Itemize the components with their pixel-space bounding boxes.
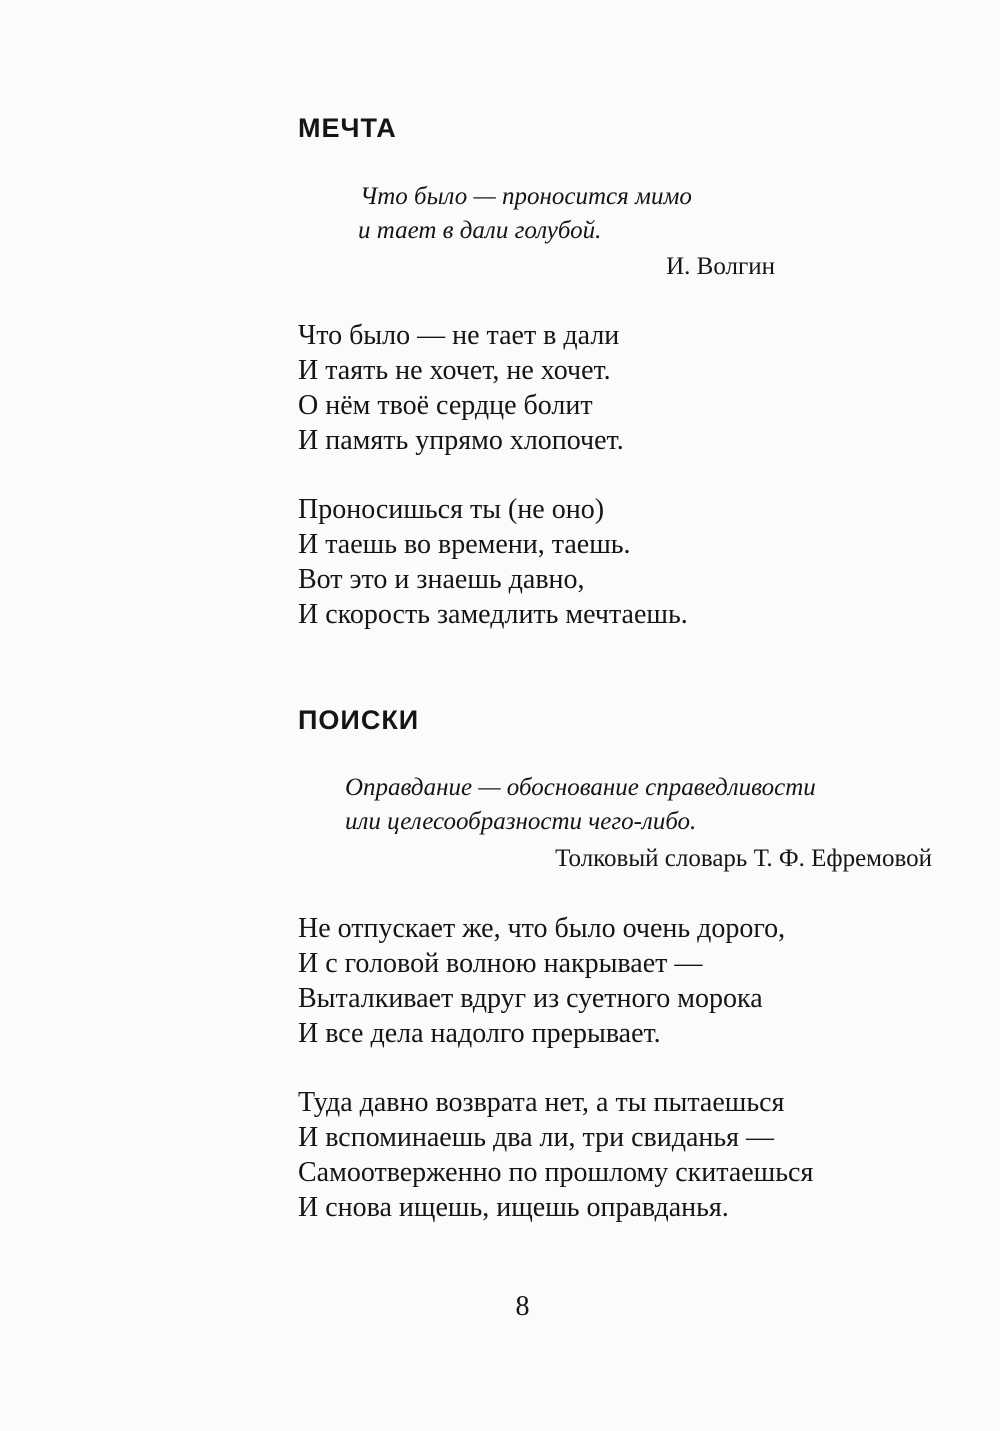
verse-line: Что было — не тает в дали — [298, 320, 620, 351]
verse-line: И все дела надолго прерывает. — [298, 1018, 661, 1049]
epigraph-line: Оправдание — обоснование справедливости — [345, 774, 816, 801]
poem-stanza — [298, 318, 624, 458]
verse-line: И вспоминаешь два ли, три свиданья — — [298, 1122, 775, 1153]
poem-epigraph — [345, 771, 816, 839]
poem-title: МЕЧТА — [298, 113, 397, 143]
poem-stanza — [298, 492, 688, 632]
poem-epigraph — [360, 180, 692, 248]
verse-line: Проносишься ты (не оно) — [298, 494, 605, 525]
verse-line: Выталкивает вдруг из суетного морока — [298, 983, 763, 1014]
verse-line: И память упрямо хлопочет. — [298, 425, 624, 456]
epigraph-author: И. Волгин — [666, 253, 775, 280]
verse-line: Вот это и знаешь давно, — [298, 564, 585, 595]
epigraph-line: Что было — проносится мимо — [360, 183, 692, 210]
verse-line: Самоотверженно по прошлому скитаешься — [298, 1157, 814, 1188]
epigraph-line: или целесообразности чего-либо. — [345, 808, 697, 835]
poem-title: ПОИСКИ — [298, 705, 420, 735]
verse-line: И снова ищешь, ищешь оправданья. — [298, 1192, 729, 1223]
verse-line: Не отпускает же, что было очень дорого, — [298, 913, 786, 944]
epigraph-author: Толковый словарь Т. Ф. Ефремовой — [555, 845, 932, 872]
verse-line: О нём твоё сердце болит — [298, 390, 593, 421]
poem-stanza — [298, 1085, 813, 1225]
verse-line: И с головой волною накрывает — — [298, 948, 703, 979]
page-number: 8 — [515, 1291, 530, 1322]
verse-line: И таять не хочет, не хочет. — [298, 355, 611, 386]
verse-line: Туда давно возврата нет, а ты пытаешься — [298, 1087, 785, 1118]
poem-stanza — [298, 911, 785, 1051]
epigraph-line: и тает в дали голубой. — [358, 217, 602, 244]
verse-line: И скорость замедлить мечтаешь. — [298, 599, 688, 630]
verse-line: И таешь во времени, таешь. — [298, 529, 631, 560]
